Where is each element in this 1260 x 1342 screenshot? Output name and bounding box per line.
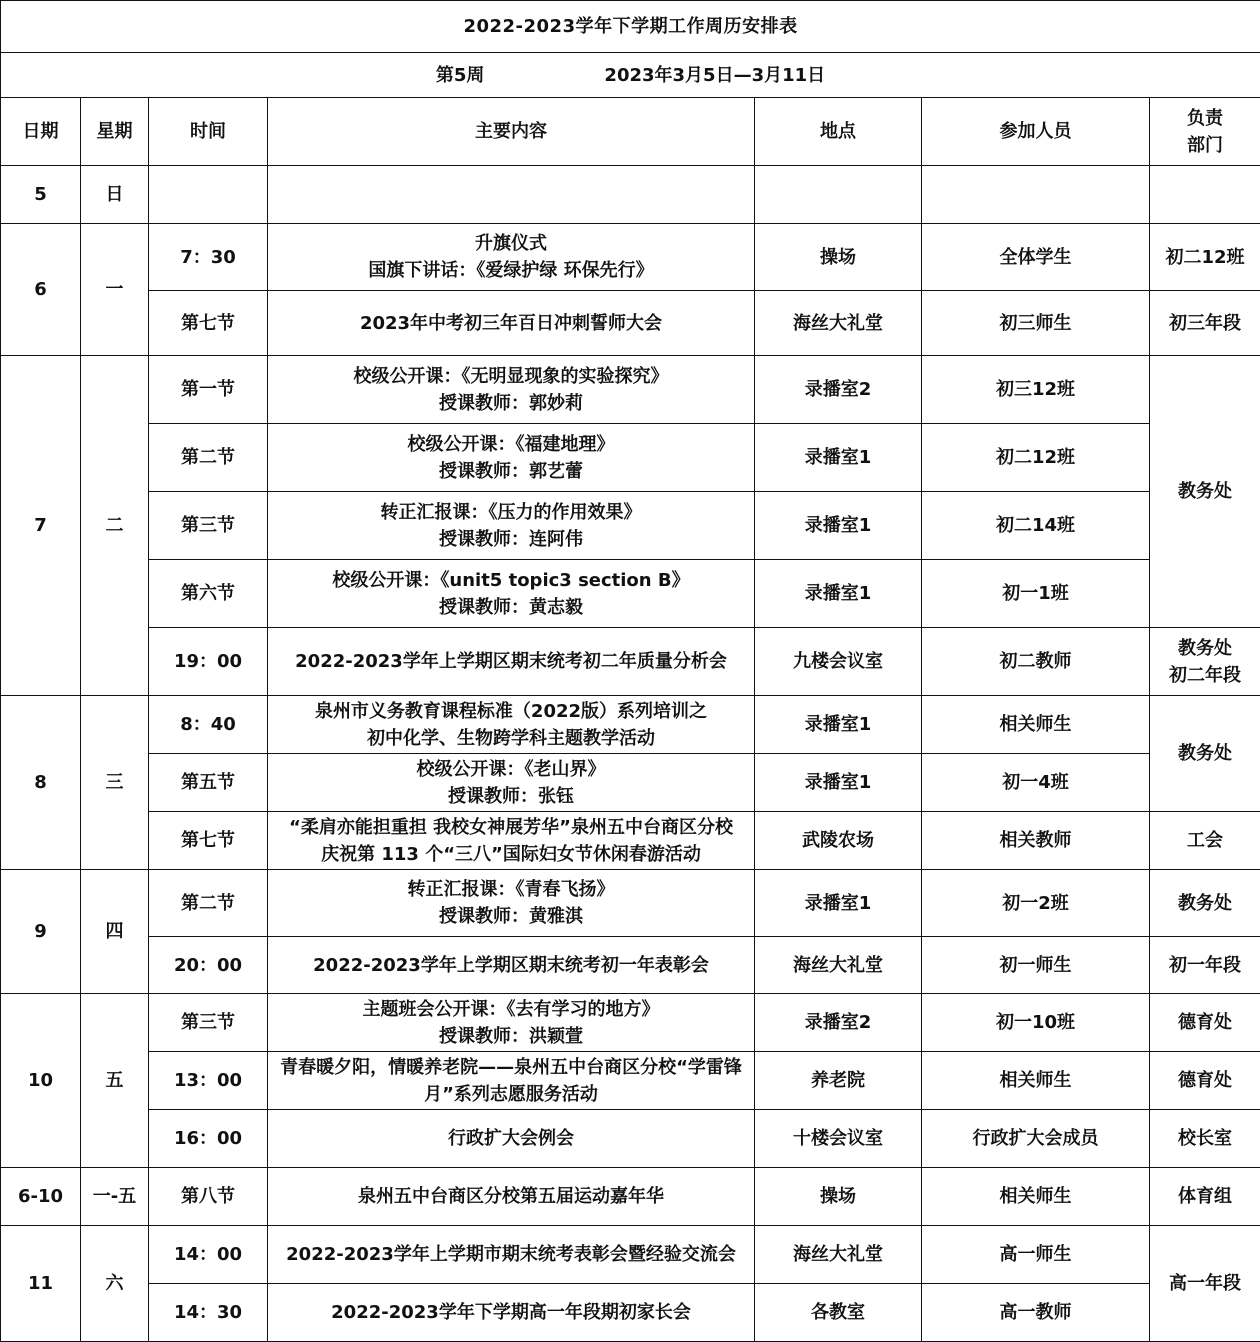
table-row	[1, 812, 1260, 870]
place-cell: 九楼会议室	[755, 628, 922, 696]
content-cell	[268, 224, 755, 291]
content-line: 泉州市义务教育课程标准（2022版）系列培训之	[272, 698, 750, 725]
content-line: “柔肩亦能担重担 我校女神展芳华”泉州五中台商区分校	[272, 814, 750, 841]
dept-cell: 德育处	[1150, 1052, 1260, 1110]
header-dept-line2: 部门	[1154, 132, 1256, 159]
table-row	[1, 696, 1260, 754]
table-row	[1, 1168, 1260, 1226]
dept-line: 初二年段	[1154, 662, 1256, 689]
time-cell: 第七节	[149, 291, 268, 356]
place-cell: 录播室1	[755, 696, 922, 754]
content-cell	[268, 166, 755, 224]
content-cell	[268, 356, 755, 424]
content-line: 月”系列志愿服务活动	[272, 1081, 750, 1108]
date-cell: 6-10	[1, 1168, 81, 1226]
table-row	[1, 870, 1260, 937]
content-line: 升旗仪式	[272, 230, 750, 257]
table-row	[1, 356, 1260, 424]
content-cell	[268, 870, 755, 937]
time-cell: 第六节	[149, 560, 268, 628]
date-cell: 11	[1, 1226, 81, 1342]
dept-cell: 教务处	[1150, 356, 1260, 628]
header-row	[1, 98, 1260, 166]
content-cell: 行政扩大会例会	[268, 1110, 755, 1168]
header-place: 地点	[755, 98, 922, 166]
place-cell: 录播室1	[755, 560, 922, 628]
time-cell: 13：00	[149, 1052, 268, 1110]
place-cell: 操场	[755, 224, 922, 291]
content-cell: 2022-2023学年上学期区期末统考初一年表彰会	[268, 937, 755, 994]
weekday-cell: 二	[81, 356, 149, 696]
dept-cell: 体育组	[1150, 1168, 1260, 1226]
content-line: 转正汇报课：《青春飞扬》	[272, 876, 750, 903]
participants-cell: 相关教师	[922, 812, 1150, 870]
weekday-cell: 六	[81, 1226, 149, 1342]
participants-cell: 初一2班	[922, 870, 1150, 937]
weekday-cell: 日	[81, 166, 149, 224]
weekday-cell: 五	[81, 994, 149, 1168]
participants-cell: 相关师生	[922, 1168, 1150, 1226]
content-line: 初中化学、生物跨学科主题教学活动	[272, 725, 750, 752]
dept-cell: 高一年段	[1150, 1226, 1260, 1342]
place-cell: 海丝大礼堂	[755, 1226, 922, 1284]
table-row	[1, 1052, 1260, 1110]
table-row	[1, 1110, 1260, 1168]
content-line: 授课教师：郭艺蕾	[272, 458, 750, 485]
content-cell	[268, 492, 755, 560]
content-cell	[268, 812, 755, 870]
dept-cell: 初一年段	[1150, 937, 1260, 994]
content-line: 主题班会公开课：《去有学习的地方》	[272, 996, 750, 1023]
dept-cell: 工会	[1150, 812, 1260, 870]
time-cell: 16：00	[149, 1110, 268, 1168]
dept-cell: 校长室	[1150, 1110, 1260, 1168]
date-range: 2023年3月5日—3月11日	[604, 62, 825, 89]
weekday-cell: 三	[81, 696, 149, 870]
content-cell	[268, 754, 755, 812]
content-cell	[268, 560, 755, 628]
participants-cell: 初二12班	[922, 424, 1150, 492]
content-cell	[268, 424, 755, 492]
header-date: 日期	[1, 98, 81, 166]
content-line: 授课教师：黄雅淇	[272, 903, 750, 930]
table-row	[1, 628, 1260, 696]
content-line: 庆祝第 113 个“三八”国际妇女节休闲春游活动	[272, 841, 750, 868]
participants-cell: 高一教师	[922, 1284, 1150, 1342]
date-cell: 8	[1, 696, 81, 870]
place-cell: 各教室	[755, 1284, 922, 1342]
dept-line: 教务处	[1154, 635, 1256, 662]
weekday-cell: 四	[81, 870, 149, 994]
table-row	[1, 424, 1260, 492]
date-cell: 5	[1, 166, 81, 224]
participants-cell: 相关师生	[922, 1052, 1150, 1110]
dept-cell: 教务处	[1150, 696, 1260, 812]
participants-cell: 全体学生	[922, 224, 1150, 291]
time-cell: 第三节	[149, 492, 268, 560]
content-cell	[268, 696, 755, 754]
table-row	[1, 1284, 1260, 1342]
place-cell: 操场	[755, 1168, 922, 1226]
dept-cell: 教务处	[1150, 870, 1260, 937]
participants-cell: 初一师生	[922, 937, 1150, 994]
content-line: 转正汇报课：《压力的作用效果》	[272, 499, 750, 526]
table-row	[1, 291, 1260, 356]
header-weekday: 星期	[81, 98, 149, 166]
header-participants: 参加人员	[922, 98, 1150, 166]
week-number: 第5周	[436, 62, 485, 89]
participants-cell: 初二14班	[922, 492, 1150, 560]
dept-cell	[1150, 166, 1260, 224]
page-title: 2022-2023学年下学期工作周历安排表	[1, 1, 1260, 53]
participants-cell: 初一10班	[922, 994, 1150, 1052]
table-row	[1, 560, 1260, 628]
participants-cell	[922, 166, 1150, 224]
time-cell: 第八节	[149, 1168, 268, 1226]
dept-cell: 初三年段	[1150, 291, 1260, 356]
time-cell: 8：40	[149, 696, 268, 754]
date-cell: 10	[1, 994, 81, 1168]
table-row	[1, 492, 1260, 560]
time-cell: 14：00	[149, 1226, 268, 1284]
place-cell: 海丝大礼堂	[755, 291, 922, 356]
date-cell: 6	[1, 224, 81, 356]
time-cell: 第五节	[149, 754, 268, 812]
participants-cell: 初三师生	[922, 291, 1150, 356]
dept-cell	[1150, 628, 1260, 696]
time-cell: 19：00	[149, 628, 268, 696]
header-department	[1150, 98, 1260, 166]
content-cell: 2023年中考初三年百日冲刺誓师大会	[268, 291, 755, 356]
time-cell	[149, 166, 268, 224]
time-cell: 第一节	[149, 356, 268, 424]
place-cell: 录播室2	[755, 994, 922, 1052]
content-line: 授课教师：洪颖萱	[272, 1023, 750, 1050]
time-cell: 第三节	[149, 994, 268, 1052]
place-cell: 录播室1	[755, 492, 922, 560]
content-line: 校级公开课：《无明显现象的实验探究》	[272, 363, 750, 390]
header-dept-line1: 负责	[1154, 105, 1256, 132]
content-line: 青春暖夕阳，情暖养老院——泉州五中台商区分校“学雷锋	[272, 1054, 750, 1081]
place-cell: 录播室2	[755, 356, 922, 424]
place-cell: 养老院	[755, 1052, 922, 1110]
content-line: 校级公开课：《unit5 topic3 section B》	[272, 567, 750, 594]
time-cell: 第二节	[149, 870, 268, 937]
header-content: 主要内容	[268, 98, 755, 166]
table-row	[1, 166, 1260, 224]
content-cell: 泉州五中台商区分校第五届运动嘉年华	[268, 1168, 755, 1226]
time-cell: 20：00	[149, 937, 268, 994]
content-cell: 2022-2023学年下学期高一年段期初家长会	[268, 1284, 755, 1342]
place-cell: 录播室1	[755, 870, 922, 937]
table-row	[1, 754, 1260, 812]
participants-cell: 行政扩大会成员	[922, 1110, 1150, 1168]
weekday-cell: 一	[81, 224, 149, 356]
place-cell: 海丝大礼堂	[755, 937, 922, 994]
place-cell: 录播室1	[755, 754, 922, 812]
date-cell: 7	[1, 356, 81, 696]
table-row	[1, 994, 1260, 1052]
place-cell: 武陵农场	[755, 812, 922, 870]
weekday-cell: 一-五	[81, 1168, 149, 1226]
participants-cell: 初一1班	[922, 560, 1150, 628]
content-cell	[268, 1052, 755, 1110]
time-cell: 第二节	[149, 424, 268, 492]
participants-cell: 初三12班	[922, 356, 1150, 424]
content-line: 校级公开课：《老山界》	[272, 756, 750, 783]
content-line: 授课教师：郭妙莉	[272, 390, 750, 417]
place-cell: 录播室1	[755, 424, 922, 492]
time-cell: 14：30	[149, 1284, 268, 1342]
content-cell: 2022-2023学年上学期市期末统考表彰会暨经验交流会	[268, 1226, 755, 1284]
table-row	[1, 1226, 1260, 1284]
content-line: 授课教师：张钰	[272, 783, 750, 810]
place-cell: 十楼会议室	[755, 1110, 922, 1168]
content-line: 授课教师：黄志毅	[272, 594, 750, 621]
dept-cell: 初二12班	[1150, 224, 1260, 291]
content-line: 国旗下讲话：《爱绿护绿 环保先行》	[272, 257, 750, 284]
content-line: 校级公开课：《福建地理》	[272, 431, 750, 458]
header-time: 时间	[149, 98, 268, 166]
participants-cell: 初一4班	[922, 754, 1150, 812]
participants-cell: 相关师生	[922, 696, 1150, 754]
content-cell	[268, 994, 755, 1052]
table-row	[1, 224, 1260, 291]
date-cell: 9	[1, 870, 81, 994]
time-cell: 第七节	[149, 812, 268, 870]
participants-cell: 高一师生	[922, 1226, 1150, 1284]
week-info	[1, 53, 1260, 98]
time-cell: 7：30	[149, 224, 268, 291]
place-cell	[755, 166, 922, 224]
participants-cell: 初二教师	[922, 628, 1150, 696]
content-line: 授课教师：连阿伟	[272, 526, 750, 553]
dept-cell: 德育处	[1150, 994, 1260, 1052]
table-row	[1, 937, 1260, 994]
content-cell: 2022-2023学年上学期区期末统考初二年质量分析会	[268, 628, 755, 696]
